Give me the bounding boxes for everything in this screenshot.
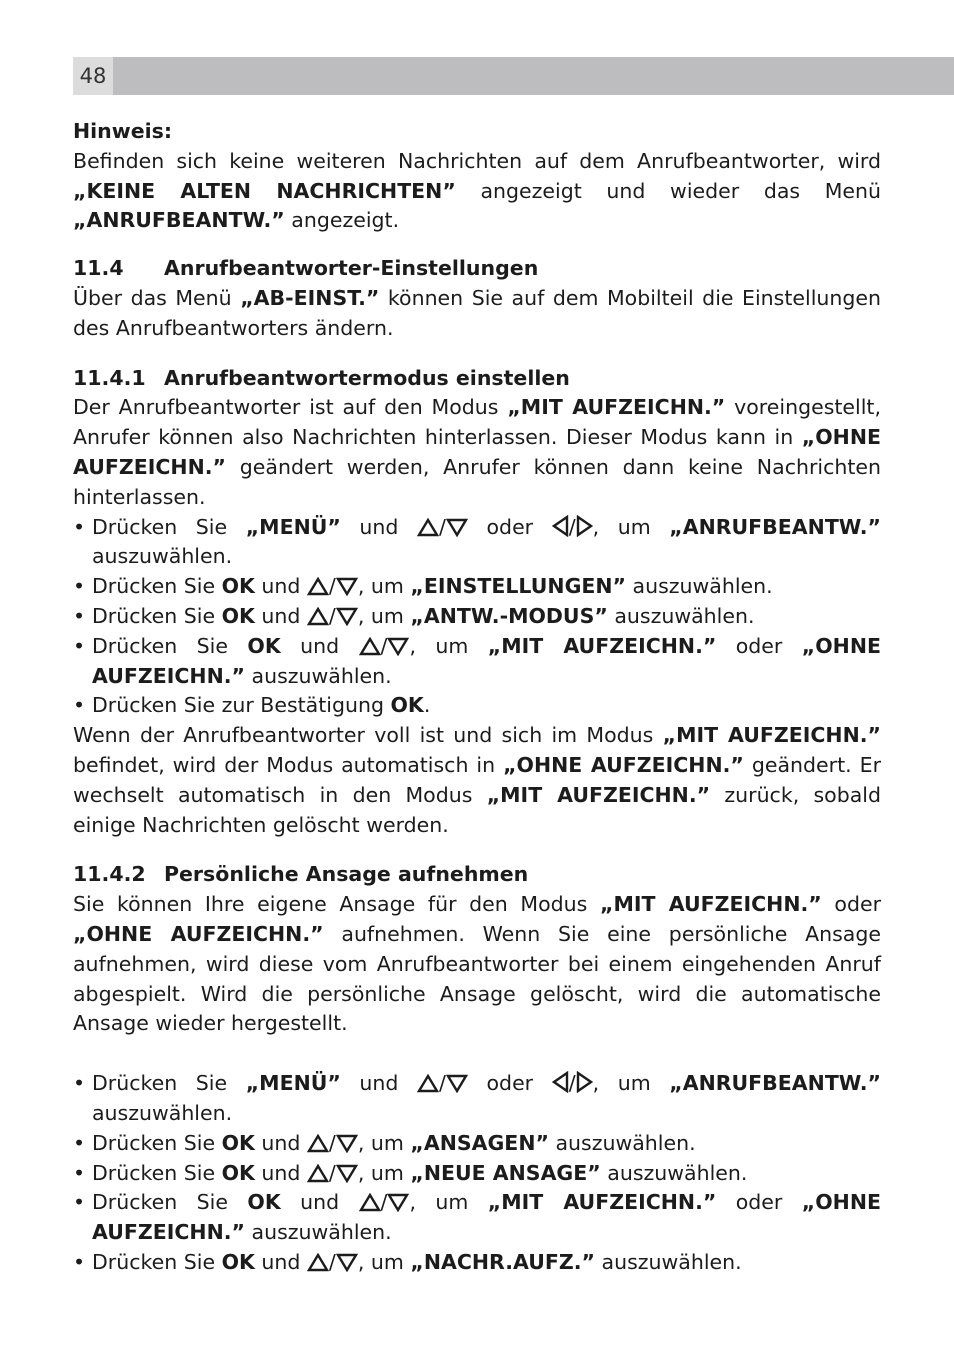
section-heading-11-4-2: 11.4.2 Persönliche Ansage aufnehmen: [73, 862, 529, 887]
up-triangle-icon: [417, 1074, 439, 1093]
list-item: • Drücken Sie OK und / , um „MIT AUFZEICHN.” oder „OHNE AUFZEICHN.” auszuwählen.: [73, 1190, 881, 1245]
list-item: • Drücken Sie „MENÜ” und / oder / , um „ANRUFBEANTW.” auszuwählen.: [73, 514, 882, 569]
list-item: • Drücken Sie OK und / , um „NACHR.AUFZ.” auszuwählen.: [73, 1249, 742, 1274]
list-item: • Drücken Sie OK und / , um „MIT AUFZEICHN.” oder „OHNE AUFZEICHN.” auszuwählen.: [73, 633, 881, 688]
section-11-4-1-after-text: Wenn der Anrufbeantworter voll ist und sich im Modus „MIT AUFZEICHN.” befindet, wird der Modus automatisch in „OHNE AUFZEICHN.” geändert. Er wechselt automatisch in den Modus „MIT AUFZEICHN.” zurück, sobald einige Nachrichten gelöscht werden.: [73, 723, 882, 837]
up-triangle-icon: [307, 1134, 329, 1153]
list-item: • Drücken Sie OK und / , um „ANTW.-MODUS” auszuwählen.: [73, 603, 755, 628]
up-triangle-icon: [307, 1253, 329, 1272]
down-triangle-icon: [336, 1253, 358, 1272]
list-item: • Drücken Sie OK und / , um „EINSTELLUNGEN” auszuwählen.: [73, 574, 773, 599]
page-number: 48: [73, 57, 113, 95]
up-triangle-icon: [359, 637, 381, 656]
down-triangle-icon: [336, 1134, 358, 1153]
right-triangle-icon: [576, 1071, 593, 1093]
section-11-4-2-text: Sie können Ihre eigene Ansage für den Modus „MIT AUFZEICHN.” oder „OHNE AUFZEICHN.” aufnehmen. Wenn Sie eine persönliche Ansage aufnehmen, wird diese vom Anrufbeantworter bei einem eingehenden Anruf abgespielt. Wird die persönliche Ansage gelöscht, wird die automatische Ansage wieder hergestellt.: [73, 892, 881, 1036]
list-item: • Drücken Sie OK und / , um „NEUE ANSAGE” auszuwählen.: [73, 1160, 748, 1185]
up-triangle-icon: [417, 518, 439, 537]
up-triangle-icon: [307, 1164, 329, 1183]
down-triangle-icon: [446, 518, 468, 537]
down-triangle-icon: [336, 1164, 358, 1183]
list-item: • Drücken Sie zur Bestätigung OK.: [73, 693, 431, 718]
section-heading-11-4: 11.4 Anrufbeantworter-Einstellungen: [73, 256, 539, 281]
section-heading-11-4-1: 11.4.1 Anrufbeantwortermodus einstellen: [73, 365, 570, 390]
page-content: [73, 117, 881, 1278]
left-triangle-icon: [552, 515, 569, 537]
header-bar: [73, 57, 954, 95]
down-triangle-icon: [387, 1193, 409, 1212]
note-title: Hinweis:: [73, 119, 173, 143]
note-text: Befinden sich keine weiteren Nachrichten auf dem Anrufbeantworter, wird „KEINE ALTEN NACHRICHTEN” angezeigt und wieder das Menü „ANRUFBEANTW.” angezeigt.: [73, 148, 882, 233]
down-triangle-icon: [387, 637, 409, 656]
down-triangle-icon: [336, 607, 358, 626]
up-triangle-icon: [307, 577, 329, 596]
down-triangle-icon: [336, 577, 358, 596]
up-triangle-icon: [359, 1193, 381, 1212]
down-triangle-icon: [446, 1074, 468, 1093]
up-triangle-icon: [307, 607, 329, 626]
list-item: • Drücken Sie „MENÜ” und / oder / , um „ANRUFBEANTW.” auszuwählen.: [73, 1071, 882, 1125]
section-11-4-text: Über das Menü „AB-EINST.” können Sie auf dem Mobilteil die Einstellungen des Anrufbeantworters ändern.: [73, 285, 881, 340]
section-11-4-1-text: Der Anrufbeantworter ist auf den Modus „MIT AUFZEICHN.” voreingestellt, Anrufer können also Nachrichten hinterlassen. Dieser Modus kann in „OHNE AUFZEICHN.” geändert werden, Anrufer können dann keine Nachrichten hinterlassen.: [73, 395, 881, 509]
right-triangle-icon: [576, 515, 593, 537]
left-triangle-icon: [552, 1071, 569, 1093]
list-item: • Drücken Sie OK und / , um „ANSAGEN” auszuwählen.: [73, 1130, 696, 1155]
